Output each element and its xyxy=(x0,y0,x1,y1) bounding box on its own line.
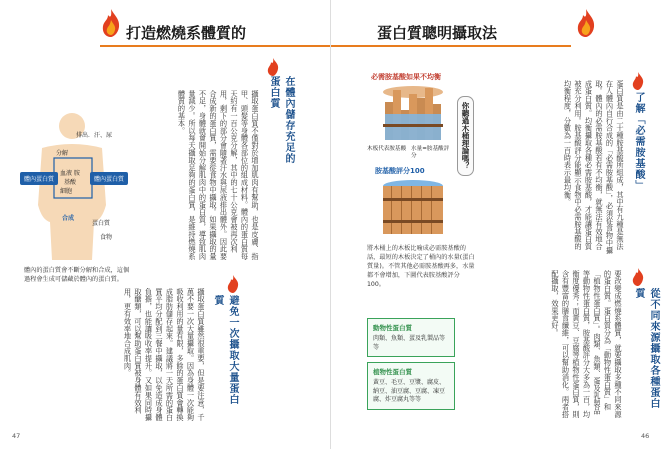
page-title: 蛋白質聰明攝取法 xyxy=(377,24,498,42)
diagram-label: 食物 xyxy=(100,234,113,241)
info-box xyxy=(367,318,455,357)
diagram-caption: 體內的蛋白質會不斷分解和合成，這個過程會生成可儲藏於體內的蛋白質。 xyxy=(24,267,130,283)
section-heading: 從不同來源攝取各種蛋白質 xyxy=(633,288,659,409)
info-box-title: 植物性蛋白質 xyxy=(373,368,412,376)
flame-icon xyxy=(266,58,280,76)
section-heading: 了解「必需胺基酸」 xyxy=(633,92,644,191)
info-box-text: 黃豆、毛豆、豆漿、腐皮、納豆、油豆腐、豆腐、凍豆腐、炸豆腐丸等等 xyxy=(373,379,446,403)
page-number: 47 xyxy=(12,432,21,440)
title-rule xyxy=(331,45,571,47)
diagram-label: 血液 胺基酸 xyxy=(60,170,80,186)
info-box-title: 動物性蛋白質 xyxy=(373,324,412,332)
flame-icon xyxy=(631,72,645,90)
page-number: 46 xyxy=(641,432,650,440)
info-box-text: 肉類、魚類、蛋及乳製品等等 xyxy=(373,335,446,351)
diagram-label: 蛋白質 xyxy=(92,220,111,227)
diagram-label: 體內蛋白質 xyxy=(90,172,128,185)
flame-icon xyxy=(631,268,645,286)
title-rule xyxy=(100,45,331,47)
section-text: 蛋白質是由二十種胺基酸所組成，其中有九種是無法在人體內自行合成的「必需胺基酸」，必須從食物中攝取。體內的必需胺基酸若有不均衡，就無法有效地合成蛋白質。均衡攝取各種必需胺基酸，才能讓蛋白質被充分利用。胺基酸評分能顯示食物中必需胺基酸的均衡程度，分數為一百時表示最均衡。 xyxy=(563,80,625,254)
right-page xyxy=(331,0,663,449)
diagram-label: 體內蛋白質 xyxy=(20,172,58,185)
full-barrel-illustration xyxy=(377,178,449,238)
section-heading: 在體內儲存充足的蛋白質 xyxy=(268,76,294,164)
section-text: 攝取蛋白質雖然很重要，但是要注意，千萬不要一次大量攝取。因為身體一次能夠吸收利用的量有限，多餘的蛋白質會轉換成脂肪儲存起來。建議將一天所需的蛋白質平均分配到三餐中攝取，以免造成身體負擔，也能讓吸收率提升。又如果同時攝取醣類，可以幫助蛋白質被身體有效利用，更有效率地合成肌肉。 xyxy=(123,288,206,422)
page-title: 打造燃燒系體質的 xyxy=(126,24,247,42)
section-text: 攝取蛋白質不僅對於增加肌肉有幫助，也是皮膚、指甲、頭髮等身體各部位的組成材料。體內的蛋白質每天約有一百公克分解，其中的七十公克會被再次利用，剩下的部分會隨著汗水與尿液排出體外。因此要合成新的蛋白質，需要從食物中攝取。如果攝取的量不足，身體就會開始分解肌肉中的蛋白質，導致肌肉量減少。所以每天攝取足夠的蛋白質，是維持燃燒系體質的基本。 xyxy=(177,90,260,261)
question-badge: 你聽過木桶理論嗎？ xyxy=(457,96,474,176)
section-text: 要改變成燃燒系體質，就要攝取多種不同來源的蛋白質。蛋白質分為「動物性蛋白質」和「植物性蛋白質」。肉類、魚類、蛋及乳製品等動物性蛋白質，胺基酸評分大多為一百，均衡度優秀；而黃豆、豆腐等植物性蛋白質，則含有豐富的膳食纖維，可以幫助消化。兩者搭配攝取，效果更好。 xyxy=(551,270,623,418)
barrel-label: 木板代表胺基酸 xyxy=(367,146,407,152)
flame-icon xyxy=(575,8,597,38)
diagram-label: 分解 xyxy=(56,150,69,157)
info-box xyxy=(367,362,455,410)
barrel-caption: 將木桶上的木板比喻成必需胺基酸的話，最短的木板決定了桶內的水量(蛋白質量)。不管其他必需胺基酸再多，水量都不會增加，下圖代表胺基酸評分100。 xyxy=(367,245,475,288)
flame-icon xyxy=(100,8,122,38)
barrel-title: 胺基酸評分100 xyxy=(375,167,425,175)
barrel-title: 必需胺基酸如果不均衡 xyxy=(371,73,441,81)
diagram-label: 排出．汗、尿 xyxy=(76,132,113,139)
flame-icon xyxy=(226,275,240,293)
section-heading: 避免一次攝取大量蛋白質 xyxy=(212,295,238,405)
diagram-label: 合成 xyxy=(62,215,75,222)
left-page xyxy=(0,0,331,449)
broken-barrel-illustration xyxy=(377,84,449,144)
diagram-label: 細胞 xyxy=(60,188,73,195)
barrel-label: 水量=胺基酸評分 xyxy=(411,146,450,159)
